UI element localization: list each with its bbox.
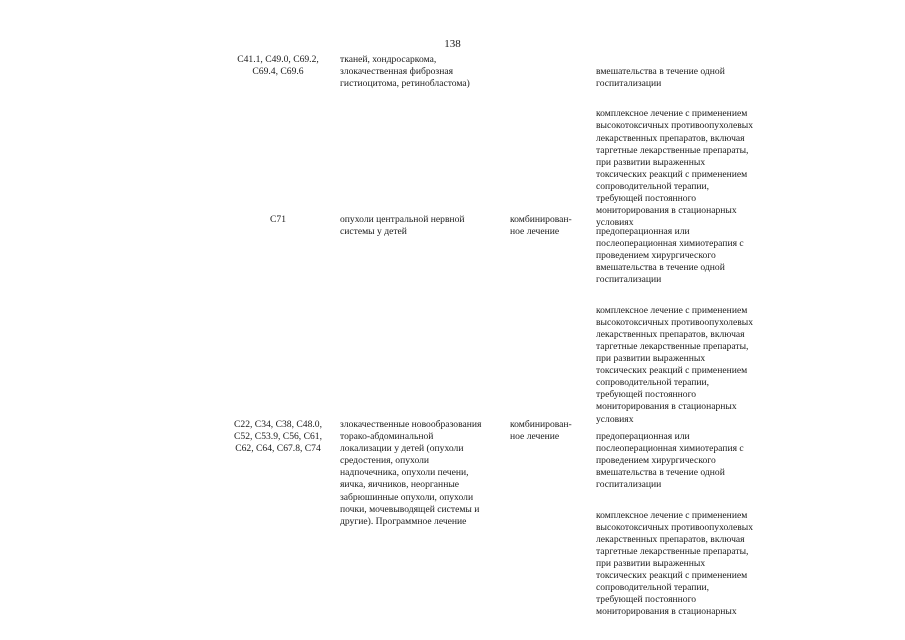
icd-code-cell: C71 bbox=[270, 214, 286, 225]
treatment-method: комплексное лечение с применением высокотоксичных противоопухолевых лекарственных препаратов, включая таргетные лекарственные препараты, при развитии выраженных токсических реакций с применением сопроводительной терапии, требующей постоянного мониторирования в стационарных условиях bbox=[596, 304, 753, 425]
diagnosis-cell: опухоли центральной нервной системы у детей bbox=[340, 214, 465, 238]
treatment-type-cell: комбинирован- ное лечение bbox=[510, 419, 572, 443]
treatment-method: вмешательства в течение одной госпитализации bbox=[596, 66, 725, 90]
icd-code-cell: C41.1, C49.0, C69.2, C69.4, C69.6 bbox=[237, 54, 319, 78]
treatment-method: комплексное лечение с применением высокотоксичных противоопухолевых лекарственных препаратов, включая таргетные лекарственные препараты, при развитии выраженных токсических реакций с применением сопроводительной терапии, требующей постоянного мониторирования в стационарных условиях bbox=[596, 108, 753, 229]
table-row bbox=[224, 419, 784, 618]
table-row bbox=[224, 214, 784, 425]
treatment-method: предоперационная или послеоперационная химиотерапия с проведением хирургического вмешательства в течение одной госпитализации bbox=[596, 431, 744, 491]
diagnosis-cell: тканей, хондросаркома, злокачественная фиброзная гистиоцитома, ретинобластома) bbox=[340, 54, 470, 90]
treatment-method: комплексное лечение с применением высокотоксичных противоопухолевых лекарственных препаратов, включая таргетные лекарственные препараты, при развитии выраженных токсических реакций с применением сопроводительной терапии, требующей постоянного мониторирования в стационарных bbox=[596, 509, 753, 618]
page-number: 138 bbox=[444, 38, 461, 50]
treatment-table bbox=[224, 54, 784, 618]
treatment-type-cell: комбинирован- ное лечение bbox=[510, 214, 572, 238]
treatment-methods-cell bbox=[596, 214, 784, 438]
icd-code-cell: C22, C34, C38, C48.0, C52, C53.9, C56, C61, C62, C64, C67.8, C74 bbox=[234, 419, 322, 455]
treatment-method: предоперационная или послеоперационная химиотерапия с проведением хирургического вмешательства в течение одной госпитализации bbox=[596, 226, 744, 286]
treatment-methods-cell bbox=[596, 419, 784, 631]
diagnosis-cell: злокачественные новообразования торако-абдоминальной локализации у детей (опухоли средостения, опухоли надпочечника, опухоли печени, яичка, яичников, неорганные забрюшинные опухоли, опухоли почки, мочевыводящей системы и другие). Программное лечение bbox=[340, 419, 482, 527]
